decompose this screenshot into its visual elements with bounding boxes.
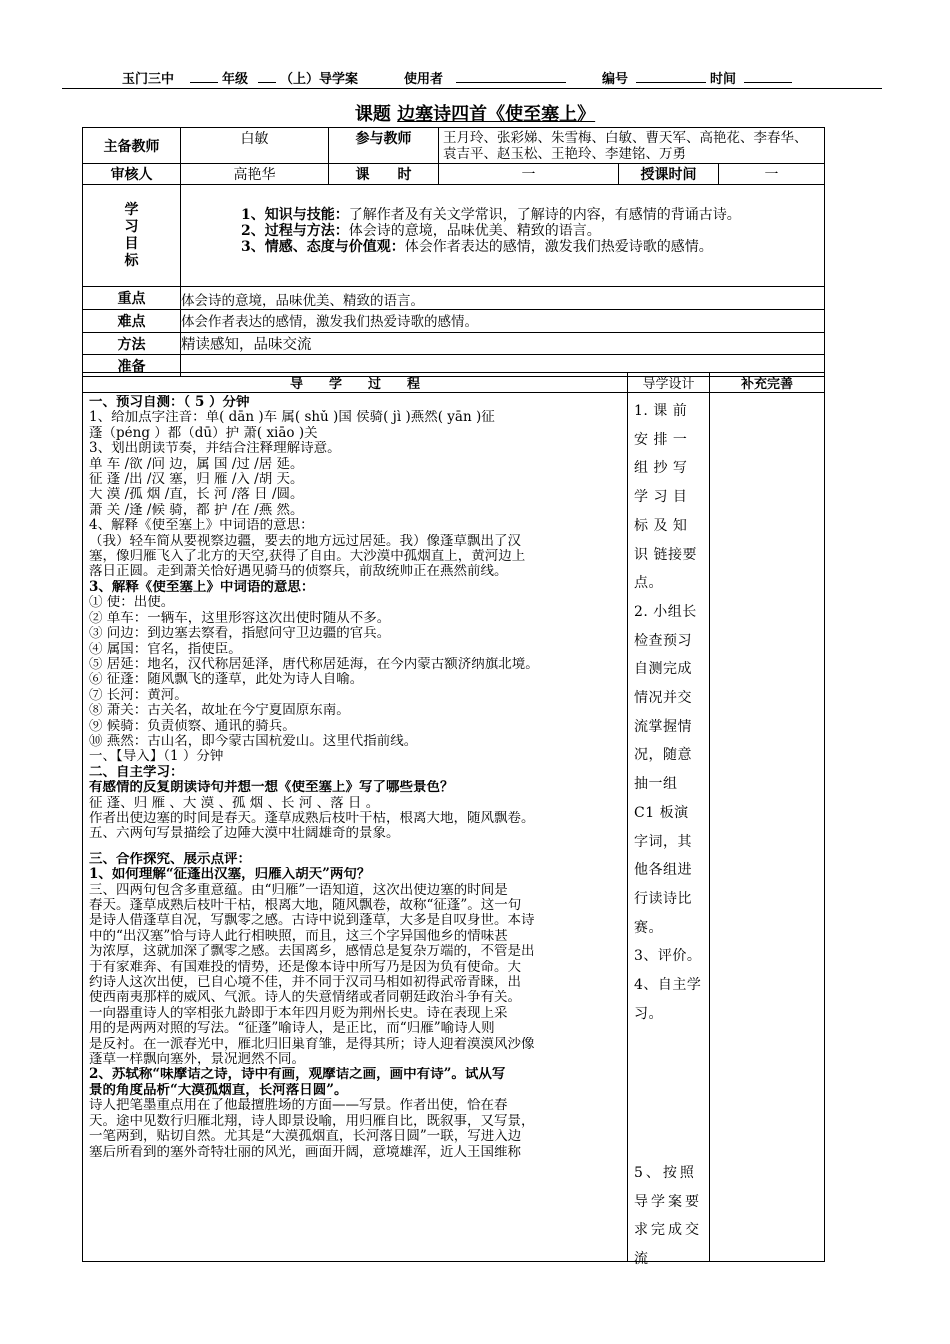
design-note-2: 2. 小组长检查预习自测完成情况并交流掌握情况，随意抽一组 C1 板演字词，其他各组进行读诗比赛。 xyxy=(634,603,697,936)
process-line: 大 漠 /孤 烟 /直，长 河 /落 日 /圆。 xyxy=(89,487,304,503)
process-line: 蓬草一样飘向塞外，景况迥然不同。 xyxy=(89,1052,305,1068)
guided-process-table xyxy=(82,372,825,1268)
process-line: ⑧ 萧关：古关名，故址在今宁夏固原东南。 xyxy=(89,703,350,719)
process-line: 使西南夷那样的威风、气派。诗人的失意情绪或者同朝廷政治斗争有关。 xyxy=(89,990,521,1006)
process-line: ⑩ 燕然：古山名，即今蒙古国杭爱山。这里代指前线。 xyxy=(89,733,418,749)
process-line: 2、苏轼称“味摩诘之诗，诗中有画，观摩诘之画，画中有诗”。试从写 xyxy=(89,1067,506,1083)
process-line: 征 蓬 /出 /汉 塞，归 雁 /入 /胡 天。 xyxy=(89,472,304,488)
lesson-title-text: 边塞诗四首《使至塞上》 xyxy=(397,104,596,125)
main-teacher: 白敏 xyxy=(181,128,329,164)
process-line: 三、四两句包含多重意蕴。由“归雁”一语知道，这次出使边塞的时间是 xyxy=(89,882,508,898)
process-line: 春天。蓬草成熟后枝叶干枯，根离大地，随风飘卷，故称“征蓬”。这一句 xyxy=(89,898,522,913)
process-line: ⑤ 居延：地名，汉代称居延泽，唐代称居延海，在今内蒙古额济纳旗北境。 xyxy=(89,656,539,672)
process-line: 1、如何理解“征蓬出汉塞，归雁入胡天”两句？ xyxy=(89,867,371,883)
period-label: 课 时 xyxy=(329,164,439,185)
goal-3: 3、情感、态度与价值观：体会作者表达的感情，激发我们热爱诗歌的感情。 xyxy=(241,239,713,255)
process-line: ③ 问边：到边塞去察看，指慰问守卫边疆的官兵。 xyxy=(89,626,391,642)
goals-label-text: 学习目标 xyxy=(124,201,139,269)
class-time-label: 授课时间 xyxy=(619,164,719,185)
process-line: 一向器重诗人的宰相张九龄即于本年四月贬为荆州长史。诗在表现上采 xyxy=(89,1005,508,1021)
class-time: 一 xyxy=(719,164,825,185)
process-line: 景的角度品析“大漠孤烟直，长河落日圆”。 xyxy=(89,1082,348,1098)
term-label: （上）导学案 xyxy=(280,72,359,87)
process-content xyxy=(83,393,628,1262)
process-line: 约诗人这次出使，已自心境不佳，并不同于汉司马相如初得武帝青睐，出 xyxy=(89,975,521,991)
process-line: 塞，像归雁飞入了北方的天空,获得了自由。大沙漠中孤烟直上，黄河边上 xyxy=(89,549,526,565)
time-label: 时间 xyxy=(710,72,737,87)
process-line: 用的是两两对照的写法。“征蓬”喻诗人，是正比，而“归雁”喻诗人则 xyxy=(89,1021,495,1037)
grade-label: 年级 xyxy=(222,72,249,87)
process-line: 4、解释《使至塞上》中词语的意思： xyxy=(89,518,314,534)
process-line: 3、解释《使至塞上》中词语的意思： xyxy=(89,579,315,595)
process-line: 二、自主学习： xyxy=(89,764,184,780)
design-note-1: 1. 课 前 安 排 一 组 抄 写 学 习 目 标 及 知 识 链接要点。 xyxy=(634,403,697,592)
goals-label xyxy=(83,185,181,287)
design-notes xyxy=(628,393,710,1268)
process-line: 中的“出汉塞”恰与诗人此行相映照，而且，这三个字异国他乡的情味甚 xyxy=(89,928,508,944)
number-label: 编号 xyxy=(602,72,629,87)
user-label: 使用者 xyxy=(404,72,444,87)
process-line: ① 使：出使。 xyxy=(89,595,175,611)
process-line: 是反衬。在一派春光中，雁北归旧巢育雏，是得其所；诗人迎着漠漠风沙像 xyxy=(89,1036,535,1052)
design-note-4: 4、自主学习。 xyxy=(634,977,702,1022)
difficulty-point: 体会作者表达的感情，激发我们热爱诗歌的感情。 xyxy=(181,310,825,333)
page-header xyxy=(62,68,882,89)
goals-list xyxy=(181,185,825,287)
process-line: 作者出使边塞的时间是春天。蓬草成熟后枝叶干枯，根离大地，随风飘卷。 xyxy=(89,810,535,826)
lesson-title-prefix: 课题 xyxy=(354,104,391,125)
process-line: ⑦ 长河：黄河。 xyxy=(89,687,188,703)
process-line: 塞后所看到的塞外奇特壮丽的风光，画面开阔，意境雄浑，近人王国维称 xyxy=(89,1144,521,1160)
spacer xyxy=(89,842,621,852)
process-line: 三、合作探究、展示点评： xyxy=(89,851,251,867)
key-point: 体会诗的意境，品味优美、精致的语言。 xyxy=(181,287,825,310)
process-line: 一笔两到，贴切自然。尤其是“大漠孤烟直，长河落日圆”一联，写进入边 xyxy=(89,1129,522,1145)
design-note-3: 3、评价。 xyxy=(634,948,702,965)
school-name: 玉门三中 xyxy=(122,72,175,87)
design-header: 导学设计 xyxy=(628,373,710,393)
design-note-5: 5、按照导学案要求完成交流 xyxy=(634,1165,702,1268)
process-line: 天。途中见数行归雁北翔，诗人即景设喻，用归雁自比，既叙事，又写景， xyxy=(89,1113,535,1129)
period: 一 xyxy=(439,164,619,185)
process-line: 单 车 /欲 /问 边，属 国 /过 /居 延。 xyxy=(89,456,304,472)
key-label: 重点 xyxy=(83,287,181,310)
difficulty-label: 难点 xyxy=(83,310,181,333)
process-line: 是诗人借蓬草自况，写飘零之感。古诗中说到蓬草，大多是自叹身世。本诗 xyxy=(89,913,535,929)
supplement-content xyxy=(710,393,825,1262)
process-line: 萧 关 /逢 /候 骑，都 护 /在 /燕 然。 xyxy=(89,502,304,518)
participants-label: 参与教师 xyxy=(329,128,439,164)
reviewer-label: 审核人 xyxy=(83,164,181,185)
process-line: 一、预习自测：（ 5 ）分钟 xyxy=(89,395,250,410)
process-line: ⑥ 征蓬：随风飘飞的蓬草，此处为诗人自喻。 xyxy=(89,672,364,688)
method-label: 方法 xyxy=(83,333,181,355)
process-line: 五、六两句写景描绘了边陲大漠中壮阔雄奇的景象。 xyxy=(89,826,400,842)
process-line: 诗人把笔墨重点用在了他最擅胜场的方面——写景。作者出使，恰在春 xyxy=(89,1098,508,1114)
process-line: 落日正圆。走到萧关恰好遇见骑马的侦察兵，前敌统帅正在燕然前线。 xyxy=(89,564,508,580)
supplement-header: 补充完善 xyxy=(710,373,825,393)
reviewer: 高艳华 xyxy=(181,164,329,185)
lesson-title xyxy=(0,100,950,126)
prep-label: 准备 xyxy=(83,355,181,377)
process-line: 为浓厚，这就加深了飘零之感。去国离乡，感情总是复杂万端的，不管是出 xyxy=(89,944,535,960)
method: 精读感知，品味交流 xyxy=(181,333,825,355)
process-line: 1、给加点字注音：单( dān )车 属( shǔ )国 侯骑( jì )燕然( yān )征 xyxy=(89,410,495,426)
main-teacher-label: 主备教师 xyxy=(83,128,181,164)
process-line: ⑨ 候骑：负责侦察、通讯的骑兵。 xyxy=(89,718,296,734)
process-line: 蓬（péng ）都（dū）护 萧( xiāo )关 xyxy=(89,425,318,441)
process-line: （我）轻车简从要视察边疆，要去的地方远过居延。我）像蓬草飘出了汉 xyxy=(89,533,521,549)
process-line: 征 蓬、归 雁 、大 漠 、孤 烟 、长 河 、落 日 。 xyxy=(89,795,380,811)
process-line: 有感情的反复朗读诗句并想一想《使至塞上》写了哪些景色？ xyxy=(89,780,454,796)
participants: 王月玲、张彩娣、朱雪梅、白敏、曹天军、高艳花、李春华、袁吉平、赵玉松、王艳玲、李建铭、万勇 xyxy=(439,128,825,164)
process-line: 于有家难奔、有国难投的情势，还是像本诗中所写乃是因为负有使命。大 xyxy=(89,959,521,975)
process-line: ④ 属国：官名，指使臣。 xyxy=(89,641,242,657)
lesson-info-table xyxy=(82,127,825,377)
process-line: 3、划出朗读节奏，并结合注释理解诗意。 xyxy=(89,441,341,457)
process-line: ② 单车：一辆车，这里形容这次出使时随从不多。 xyxy=(89,610,391,626)
goal-1: 1、知识与技能：了解作者及有关文学常识，了解诗的内容，有感情的背诵古诗。 xyxy=(241,207,741,223)
process-line: 一、【导入】（1 ）分钟 xyxy=(89,749,224,765)
process-header: 导 学 过 程 xyxy=(83,373,628,393)
goal-2: 2、过程与方法：体会诗的意境，品味优美、精致的语言。 xyxy=(241,223,601,239)
